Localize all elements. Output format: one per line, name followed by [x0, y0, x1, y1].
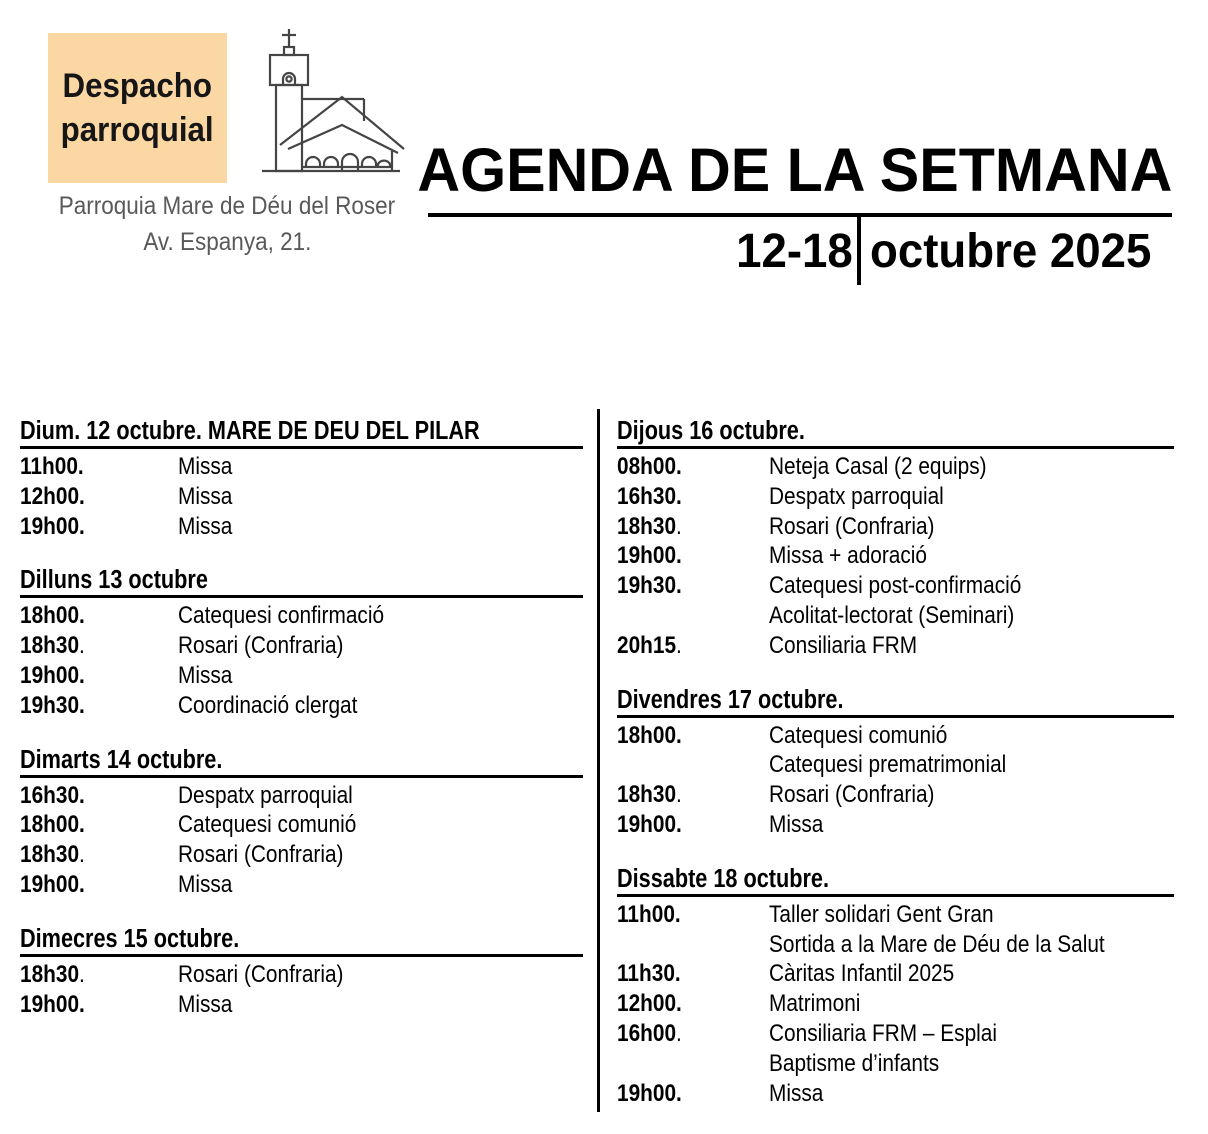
- event-time: 11h30.: [617, 960, 681, 988]
- event-row: [20, 781, 583, 811]
- event-time: 12h00.: [617, 990, 682, 1018]
- event-description: Missa: [178, 482, 233, 510]
- event-description: Rosari (Confraria): [178, 632, 344, 660]
- page-title: AGENDA DE LA SETMANA: [417, 136, 1172, 204]
- event-row: [617, 512, 1174, 542]
- event-description: Rosari (Confraria): [178, 841, 344, 869]
- event-time: 12h00.: [20, 482, 85, 510]
- event-time: 19h00.: [20, 512, 85, 540]
- event-description: Neteja Casal (2 equips): [769, 453, 987, 480]
- column-divider-line: [597, 409, 600, 1112]
- event-time: 19h00.: [617, 542, 682, 570]
- event-description: Missa: [178, 453, 233, 480]
- agenda-column-right: [617, 418, 1174, 1134]
- day-header: [20, 747, 583, 778]
- event-row: [617, 959, 1174, 989]
- event-row: [617, 750, 1174, 780]
- event-row: [617, 1049, 1174, 1079]
- event-row: [617, 541, 1174, 571]
- week-month: octubre 2025: [870, 225, 1152, 278]
- event-time: 18h30.: [20, 841, 85, 869]
- event-description: Catequesi prematrimonial: [769, 751, 1007, 779]
- event-time: 16h00.: [617, 1019, 682, 1047]
- day-block-saturday: [617, 866, 1174, 1109]
- event-list: [617, 897, 1174, 1109]
- event-time: 18h00.: [617, 721, 682, 749]
- day-header-text: Dimecres 15 octubre.: [20, 924, 240, 953]
- day-header: [20, 926, 583, 957]
- event-description: Consiliaria FRM – Esplai: [769, 1019, 997, 1047]
- event-time: 19h00.: [20, 990, 85, 1018]
- event-row: [20, 512, 583, 542]
- event-time: 19h30.: [617, 572, 682, 600]
- event-row: [20, 840, 583, 870]
- event-description: Coordinació clergat: [178, 691, 358, 719]
- logo-box: [48, 33, 227, 183]
- event-row: [20, 631, 583, 661]
- event-row: [617, 1079, 1174, 1109]
- event-row: [20, 810, 583, 840]
- event-description: Despatx parroquial: [178, 781, 353, 809]
- week-divider-line: [857, 213, 861, 285]
- day-block-friday: [617, 687, 1174, 840]
- event-description: Rosari (Confraria): [769, 512, 935, 540]
- event-time: 18h30.: [617, 781, 682, 809]
- event-time: [617, 601, 769, 631]
- event-description: Matrimoni: [769, 990, 861, 1018]
- agenda-column-left: [20, 418, 583, 1045]
- event-row: [20, 691, 583, 721]
- event-time: 08h00.: [617, 453, 682, 480]
- event-row: [617, 571, 1174, 601]
- event-row: [20, 990, 583, 1020]
- event-description: Catequesi confirmació: [178, 602, 385, 630]
- event-row: [20, 870, 583, 900]
- day-block-monday: [20, 567, 583, 720]
- day-header-text: Dimarts 14 octubre.: [20, 745, 223, 774]
- event-description: Missa: [769, 810, 824, 838]
- logo-text-line2: parroquial: [61, 111, 214, 149]
- event-row: [20, 452, 583, 482]
- event-time: [617, 930, 769, 960]
- event-row: [617, 989, 1174, 1019]
- event-description: Catequesi comunió: [178, 811, 357, 839]
- event-description: Catequesi comunió: [769, 721, 948, 749]
- event-list: [20, 957, 583, 1020]
- event-row: [617, 452, 1174, 482]
- day-block-wednesday: [20, 926, 583, 1020]
- event-description: Rosari (Confraria): [178, 960, 344, 988]
- day-header: [617, 866, 1174, 897]
- event-row: [20, 661, 583, 691]
- day-header: [617, 687, 1174, 718]
- event-row: [617, 482, 1174, 512]
- event-row: [617, 721, 1174, 751]
- event-description: Taller solidari Gent Gran: [769, 900, 994, 928]
- event-row: [20, 482, 583, 512]
- event-description: Consiliaria FRM: [769, 631, 918, 659]
- day-block-tuesday: [20, 747, 583, 900]
- event-time: 20h15.: [617, 631, 682, 659]
- parish-name-text: Parroquia Mare de Déu del Roser: [58, 192, 396, 220]
- parish-address-text: Av. Espanya, 21.: [142, 228, 312, 256]
- event-row: [617, 810, 1174, 840]
- event-time: 18h00.: [20, 811, 85, 839]
- event-description: Sortida a la Mare de Déu de la Salut: [769, 930, 1105, 958]
- event-time: [617, 1049, 769, 1079]
- event-time: 11h00.: [20, 453, 84, 480]
- event-description: Missa + adoració: [769, 542, 928, 570]
- event-description: Despatx parroquial: [769, 482, 944, 510]
- event-row: [617, 780, 1174, 810]
- event-description: Missa: [178, 512, 233, 540]
- event-time: 19h00.: [20, 661, 85, 689]
- event-row: [617, 900, 1174, 930]
- event-time: 11h00.: [617, 900, 681, 928]
- event-row: [20, 601, 583, 631]
- event-description: Missa: [178, 990, 233, 1018]
- parish-address: [38, 227, 416, 257]
- day-block-sunday: [20, 418, 583, 541]
- day-header: [20, 418, 583, 449]
- event-row: [617, 601, 1174, 631]
- day-header: [617, 418, 1174, 449]
- day-header-text: Dilluns 13 octubre: [20, 566, 208, 595]
- event-list: [20, 449, 583, 541]
- event-list: [20, 598, 583, 720]
- day-block-thursday: [617, 418, 1174, 661]
- event-row: [617, 631, 1174, 661]
- event-description: Missa: [178, 870, 233, 898]
- event-description: Càritas Infantil 2025: [769, 960, 955, 988]
- event-time: 16h30.: [617, 482, 682, 510]
- event-row: [617, 930, 1174, 960]
- event-time: 19h00.: [617, 810, 682, 838]
- event-time: [617, 750, 769, 780]
- day-header-text: Dissabte 18 octubre.: [617, 864, 830, 893]
- event-description: Missa: [178, 661, 233, 689]
- event-description: Missa: [769, 1079, 824, 1107]
- event-time: 19h30.: [20, 691, 85, 719]
- event-time: 19h00.: [20, 870, 85, 898]
- event-list: [20, 778, 583, 900]
- event-time: 18h30.: [617, 512, 682, 540]
- event-row: [617, 1019, 1174, 1049]
- event-description: Baptisme d’infants: [769, 1049, 940, 1077]
- event-list: [617, 449, 1174, 661]
- day-header-text: Divendres 17 octubre.: [617, 685, 844, 714]
- event-row: [20, 960, 583, 990]
- event-description: Rosari (Confraria): [769, 781, 935, 809]
- event-time: 18h30.: [20, 960, 85, 988]
- parish-name: [38, 191, 416, 221]
- church-icon: [256, 27, 406, 177]
- event-list: [617, 718, 1174, 840]
- logo-text-line1: Despacho: [62, 67, 213, 105]
- event-description: Acolitat-lectorat (Seminari): [769, 601, 1015, 629]
- event-time: 18h00.: [20, 602, 85, 630]
- week-range: 12-18: [736, 225, 853, 278]
- event-time: 16h30.: [20, 781, 85, 809]
- day-header-text: Dijous 16 octubre.: [617, 417, 805, 445]
- day-header: [20, 567, 583, 598]
- event-time: 19h00.: [617, 1079, 682, 1107]
- day-header-text: Dium. 12 octubre. MARE DE DEU DEL PILAR: [20, 417, 480, 445]
- event-time: 18h30.: [20, 632, 85, 660]
- title-divider-line: [428, 213, 1172, 217]
- event-description: Catequesi post-confirmació: [769, 572, 1022, 600]
